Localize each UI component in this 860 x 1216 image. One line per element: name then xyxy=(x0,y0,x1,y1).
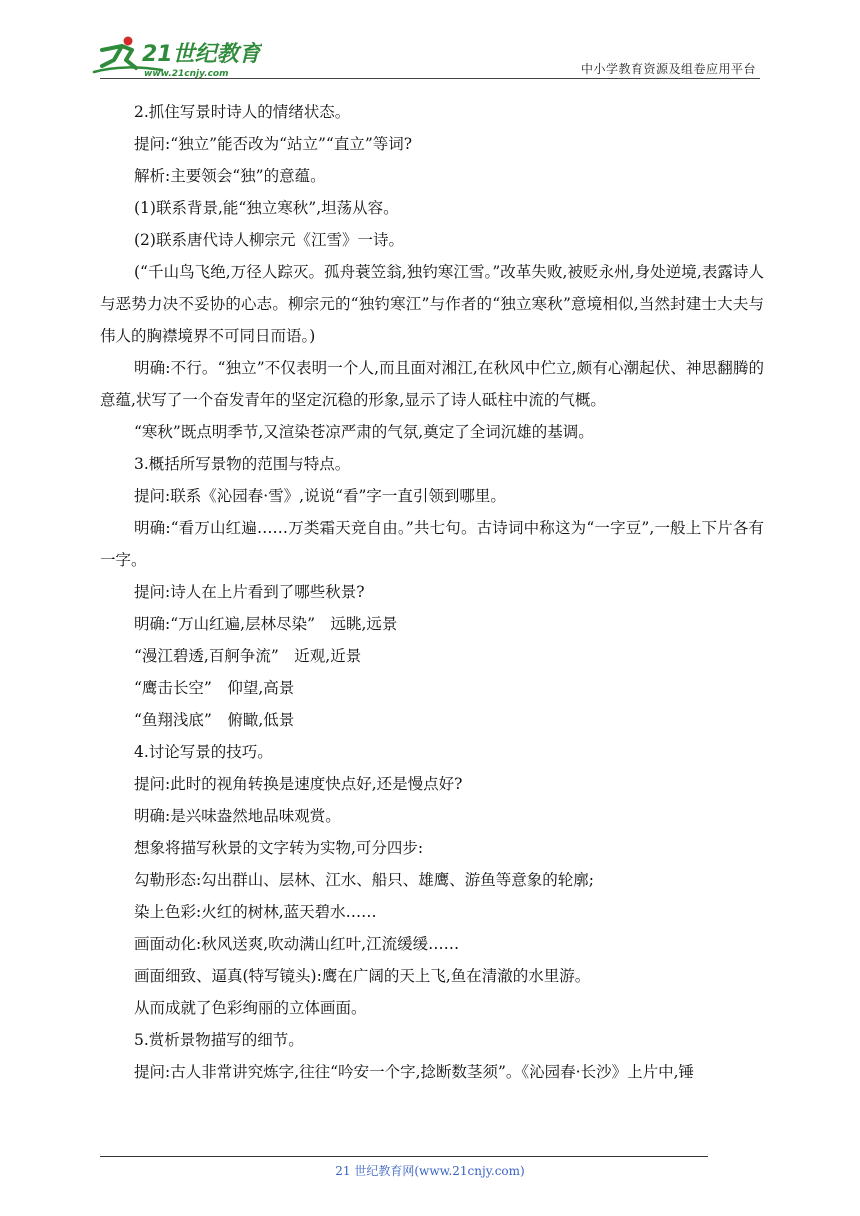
footer-link[interactable]: 21 世纪教育网(www.21cnjy.com) xyxy=(335,1164,525,1178)
paragraph: 从而成就了色彩绚丽的立体画面。 xyxy=(134,999,367,1017)
paragraph: “寒秋”既点明季节,又渲染苍凉严肃的气氛,奠定了全词沉雄的基调。 xyxy=(134,423,594,441)
paragraph: 4.讨论写景的技巧。 xyxy=(134,743,273,761)
page-footer[interactable] xyxy=(0,1162,860,1179)
paragraph: 明确:“看万山红遍……万类霜天竞自由。”共七句。古诗词中称这为“一字豆”,一般上下片各有一字。 xyxy=(100,519,764,569)
paragraph: 解析:主要领会“独”的意蕴。 xyxy=(134,167,326,185)
paragraph: 明确:是兴味盎然地品味观赏。 xyxy=(134,807,341,825)
runner-logo-icon xyxy=(92,34,262,80)
paragraph: (1)联系背景,能“独立寒秋”,坦荡从容。 xyxy=(134,199,399,217)
paragraph: 画面动化:秋风送爽,吹动满山红叶,江流缓缓…… xyxy=(134,935,460,953)
paragraph: 染上色彩:火红的树林,蓝天碧水…… xyxy=(134,903,377,921)
paragraph: (“千山鸟飞绝,万径人踪灭。孤舟蓑笠翁,独钓寒江雪。”改革失败,被贬永州,身处逆境,表露诗人与恶势力决不妥协的心志。柳宗元的“独钓寒江”与作者的“独立寒秋”意境相似,当然封建士大夫与伟人的胸襟境界不可同日而语。) xyxy=(100,263,764,345)
page-header xyxy=(0,0,860,90)
paragraph: 勾勒形态:勾出群山、层林、江水、船只、雄鹰、游鱼等意象的轮廓; xyxy=(134,871,594,889)
paragraph: 画面细致、逼真(特写镜头):鹰在广阔的天上飞,鱼在清澈的水里游。 xyxy=(134,967,591,985)
paragraph: 提问:“独立”能否改为“站立”“直立”等词? xyxy=(134,135,413,153)
paragraph: 想象将描写秋景的文字转为实物,可分四步: xyxy=(134,839,424,857)
paragraph: (2)联系唐代诗人柳宗元《江雪》一诗。 xyxy=(134,231,404,249)
paragraph: 3.概括所写景物的范围与特点。 xyxy=(134,455,351,473)
paragraph: “鱼翔浅底” 俯瞰,低景 xyxy=(134,711,295,729)
paragraph: 明确:“万山红遍,层林尽染” 远眺,远景 xyxy=(134,615,398,633)
paragraph: 提问:联系《沁园春·雪》,说说“看”字一直引领到哪里。 xyxy=(134,487,506,505)
paragraph: “鹰击长空” 仰望,高景 xyxy=(134,679,295,697)
paragraph: 2.抓住写景时诗人的情绪状态。 xyxy=(134,103,351,121)
paragraph: 5.赏析景物描写的细节。 xyxy=(134,1031,304,1049)
paragraph: 提问:古人非常讲究炼字,往往“吟安一个字,捻断数茎须”。《沁园春·长沙》上片中,锤 xyxy=(134,1063,695,1081)
logo-url: www.21cnjy.com xyxy=(144,69,229,79)
document-body xyxy=(100,96,764,1088)
platform-name: 中小学教育资源及组卷应用平台 xyxy=(580,62,756,76)
paragraph: “漫江碧透,百舸争流” 近观,近景 xyxy=(134,647,362,665)
footer-divider xyxy=(100,1156,708,1157)
paragraph: 提问:此时的视角转换是速度快点好,还是慢点好? xyxy=(134,775,463,793)
paragraph: 明确:不行。“独立”不仅表明一个人,而且面对湘江,在秋风中伫立,颇有心潮起伏、神思翻腾的意蕴,状写了一个奋发青年的坚定沉稳的形象,显示了诗人砥柱中流的气概。 xyxy=(100,359,764,409)
paragraph: 提问:诗人在上片看到了哪些秋景? xyxy=(134,583,365,601)
site-logo[interactable] xyxy=(92,34,262,80)
header-divider xyxy=(100,78,760,79)
logo-text: 21世纪教育 xyxy=(142,42,261,67)
